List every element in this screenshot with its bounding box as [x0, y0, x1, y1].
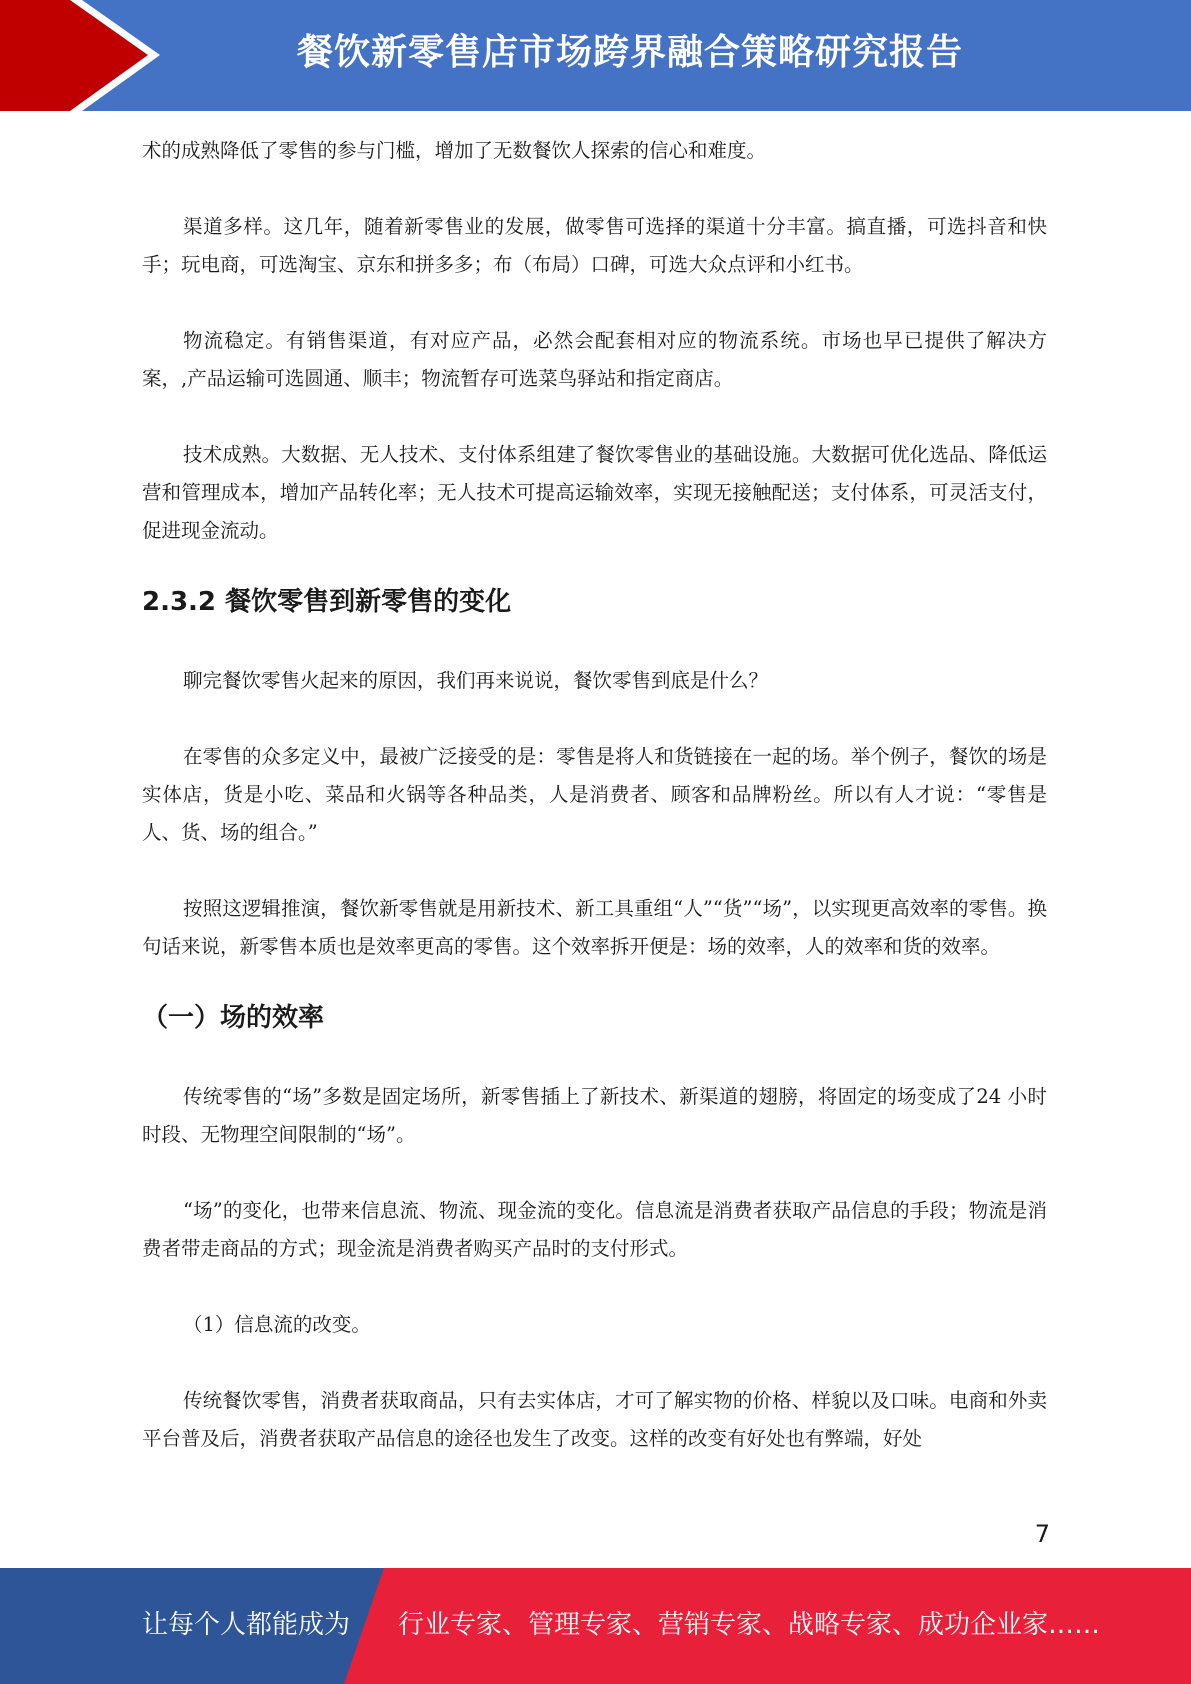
paragraph: 渠道多样。这几年，随着新零售业的发展，做零售可选择的渠道十分丰富。搞直播，可选抖音和快手；玩电商，可选淘宝、京东和拼多多；布（布局）口碑，可选大众点评和小红书。	[142, 215, 1047, 276]
main-content	[142, 132, 1047, 1458]
paragraph: 按照这逻辑推演，餐饮新零售就是用新技术、新工具重组“人”“货”“场”，以实现更高效率的零售。换句话来说，新零售本质也是效率更高的零售。这个效率拆开便是：场的效率，人的效率和货的效率。	[142, 897, 1047, 958]
paragraph: 传统餐饮零售，消费者获取商品，只有去实体店，才可了解实物的价格、样貌以及口味。电商和外卖平台普及后，消费者获取产品信息的途径也发生了改变。这样的改变有好处也有弊端，好处	[142, 1389, 1047, 1450]
document-title: 餐饮新零售店市场跨界融合策略研究报告	[296, 32, 963, 73]
footer-slogan-left: 让每个人都能成为	[142, 1610, 351, 1640]
page-header	[0, 0, 1191, 111]
paragraph: “场”的变化，也带来信息流、物流、现金流的变化。信息流是消费者获取产品信息的手段；物流是消费者带走商品的方式；现金流是消费者购买产品时的支付形式。	[142, 1199, 1047, 1260]
paragraph: 技术成熟。大数据、无人技术、支付体系组建了餐饮零售业的基础设施。大数据可优化选品、降低运营和管理成本，增加产品转化率；无人技术可提高运输效率，实现无接触配送；支付体系，可灵活支付，促进现金流动。	[142, 443, 1047, 542]
page-number: 7	[1034, 1520, 1050, 1548]
list-label: （1）信息流的改变。	[183, 1313, 371, 1336]
paragraph: 在零售的众多定义中，最被广泛接受的是：零售是将人和货链接在一起的场。举个例子，餐饮的场是实体店，货是小吃、菜品和火锅等各种品类，人是消费者、顾客和品牌粉丝。所以有人才说：“零售是人、货、场的组合。”	[142, 745, 1047, 844]
page-footer	[0, 1568, 1191, 1684]
paragraph: 术的成熟降低了零售的参与门槛，增加了无数餐饮人探索的信心和难度。	[142, 139, 767, 162]
section-heading: 2.3.2 餐饮零售到新零售的变化	[142, 587, 512, 617]
subsection-heading: （一）场的效率	[142, 1003, 325, 1033]
paragraph: 聊完餐饮零售火起来的原因，我们再来说说，餐饮零售到底是什么？	[183, 669, 769, 692]
paragraph: 传统零售的“场”多数是固定场所，新零售插上了新技术、新渠道的翅膀，将固定的场变成了24 小时时段、无物理空间限制的“场”。	[142, 1085, 1047, 1146]
footer-slogan-right: 行业专家、管理专家、营销专家、战略专家、成功企业家……	[398, 1610, 1101, 1640]
paragraph: 物流稳定。有销售渠道，有对应产品，必然会配套相对应的物流系统。市场也早已提供了解决方案，,产品运输可选圆通、顺丰；物流暂存可选菜鸟驿站和指定商店。	[142, 329, 1047, 390]
